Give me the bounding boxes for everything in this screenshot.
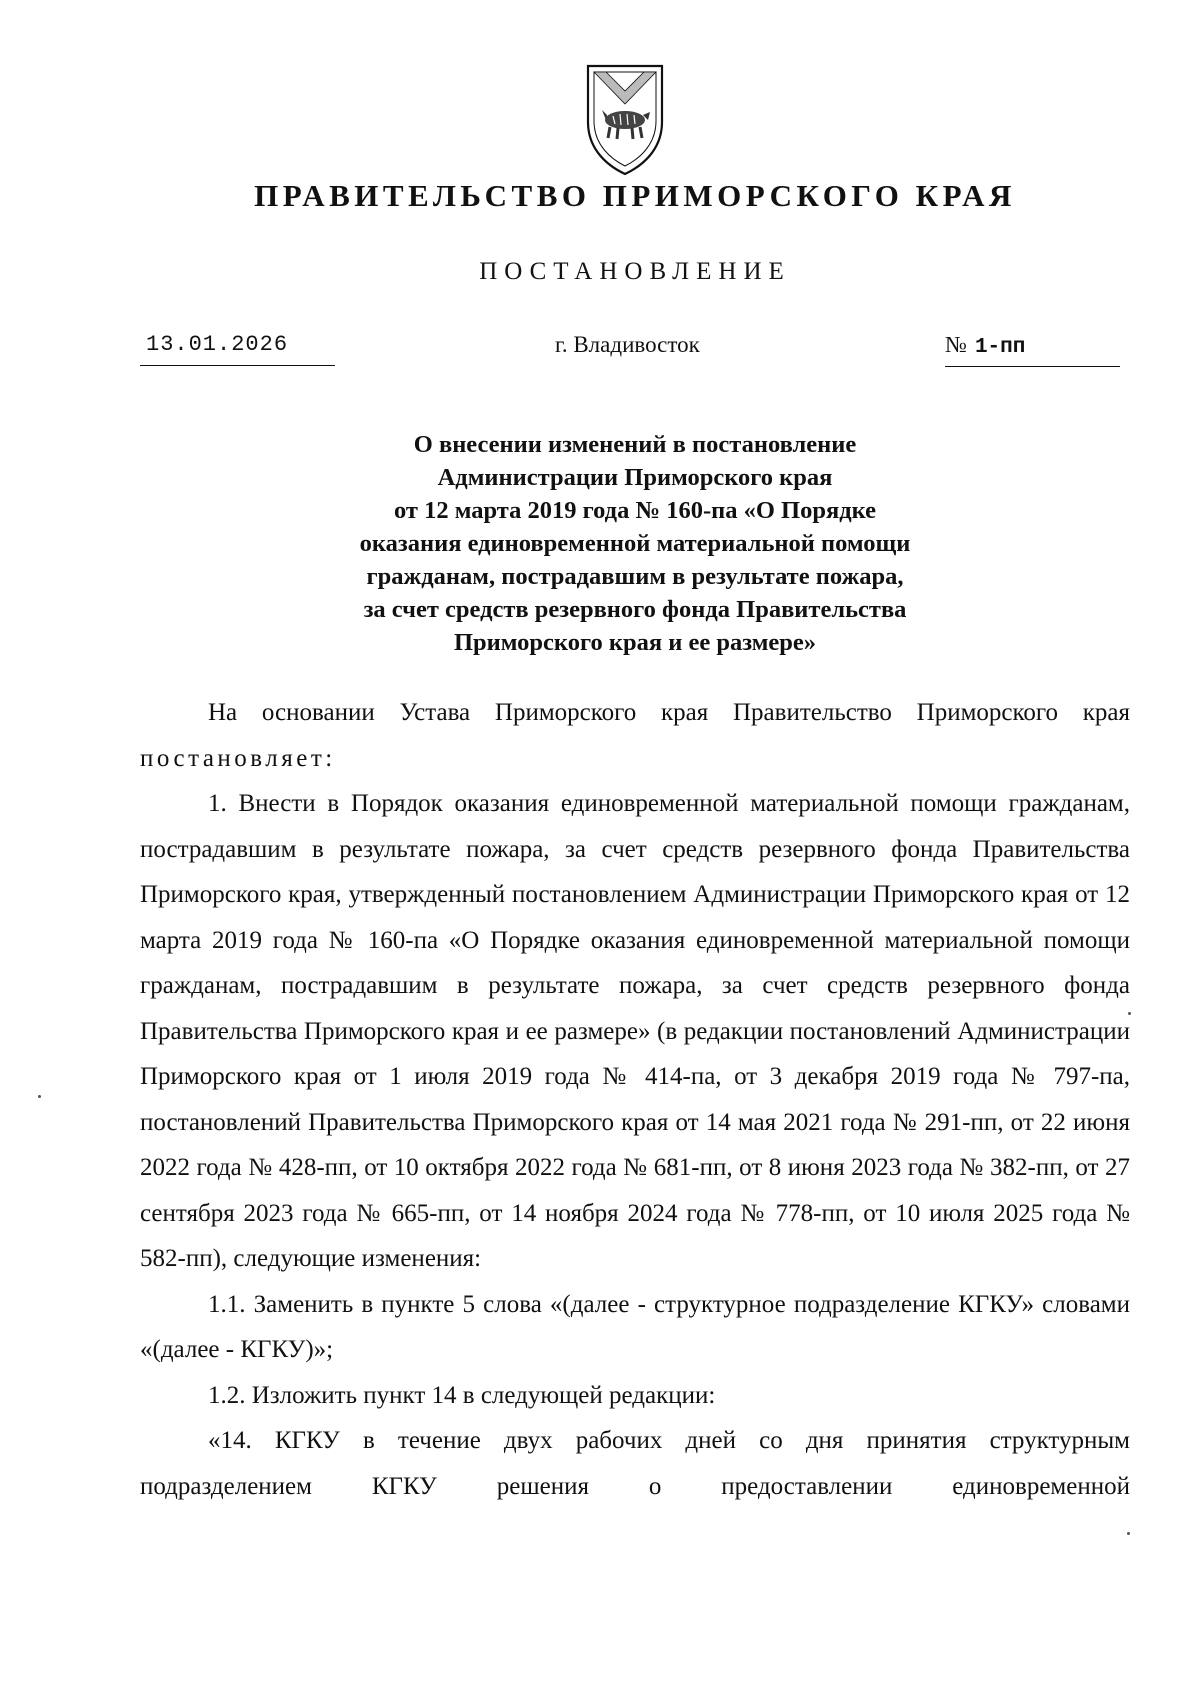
resolves-word: постановляет: <box>140 744 336 772</box>
subject-line: Администрации Приморского края <box>437 464 833 491</box>
clause-1-2: 1.2. Изложить пункт 14 в следующей редакции: <box>208 1381 716 1409</box>
document-number <box>945 332 1120 367</box>
scan-speck <box>1127 1532 1130 1535</box>
clause-1-1: 1.1. Заменить в пункте 5 слова «(далее - структурное подразделение КГКУ» словами «(далее - КГКУ)»; <box>140 1290 1130 1363</box>
government-title: ПРАВИТЕЛЬСТВО ПРИМОРСКОГО КРАЯ <box>254 178 1016 213</box>
scan-speck <box>1128 1012 1131 1015</box>
scan-speck <box>38 1095 41 1098</box>
number-value: 1-пп <box>974 336 1026 359</box>
subject-line: гражданам, пострадавшим в результате пожара, <box>366 563 904 590</box>
clause-14-start: «14. КГКУ в течение двух рабочих дней со дня принятия структурным подразделением КГКУ решения о предоставлении единовременной <box>140 1427 1130 1500</box>
document-type: ПОСТАНОВЛЕНИЕ <box>479 258 791 285</box>
subject-line: оказания единовременной материальной помощи <box>359 530 911 557</box>
subject-line: О внесении изменений в постановление <box>413 431 857 458</box>
intro-paragraph <box>140 690 1130 781</box>
coat-of-arms-emblem <box>580 60 670 180</box>
clause-1: 1. Внести в Порядок оказания единовременной материальной помощи гражданам, пострадавшим в результате пожара, за счет средств резервного фонда Правительства Приморского края, утвержденный постановлением Администрации Приморского края от 12 марта 2019 года № 160-па «О Порядке оказания единовременной материальной помощи гражданам, пострадавшим в результате пожара, за счет средств резервного фонда Правительства Приморского края и ее размере» (в редакции постановлений Администрации Приморского края от 1 июля 2019 года № 414-па, от 3 декабря 2019 года № 797-па, постановлений Правительства Приморского края от 14 мая 2021 года № 291-пп, от 22 июня 2022 года № 428-пп, от 10 октября 2022 года № 681-пп, от 8 июня 2023 года № 382-пп, от 27 сентября 2023 года № 665-пп, от 14 ноября 2024 года № 778-пп, от 10 июля 2025 года № 582-пп), следующие изменения: <box>140 790 1130 1272</box>
document-date: 13.01.2026 <box>140 332 335 366</box>
intro-text: На основании Устава Приморского края Правительство Приморского края <box>208 699 1130 726</box>
subject-line: от 12 марта 2019 года № 160-па «О Порядке <box>394 497 876 524</box>
subject-line: за счет средств резервного фонда Правительства <box>363 596 907 623</box>
document-subject <box>250 428 1020 659</box>
number-sign: № <box>945 332 967 357</box>
subject-line: Приморского края и ее размере» <box>453 629 817 656</box>
document-city: г. Владивосток <box>555 332 700 357</box>
document-body <box>140 690 1130 1509</box>
